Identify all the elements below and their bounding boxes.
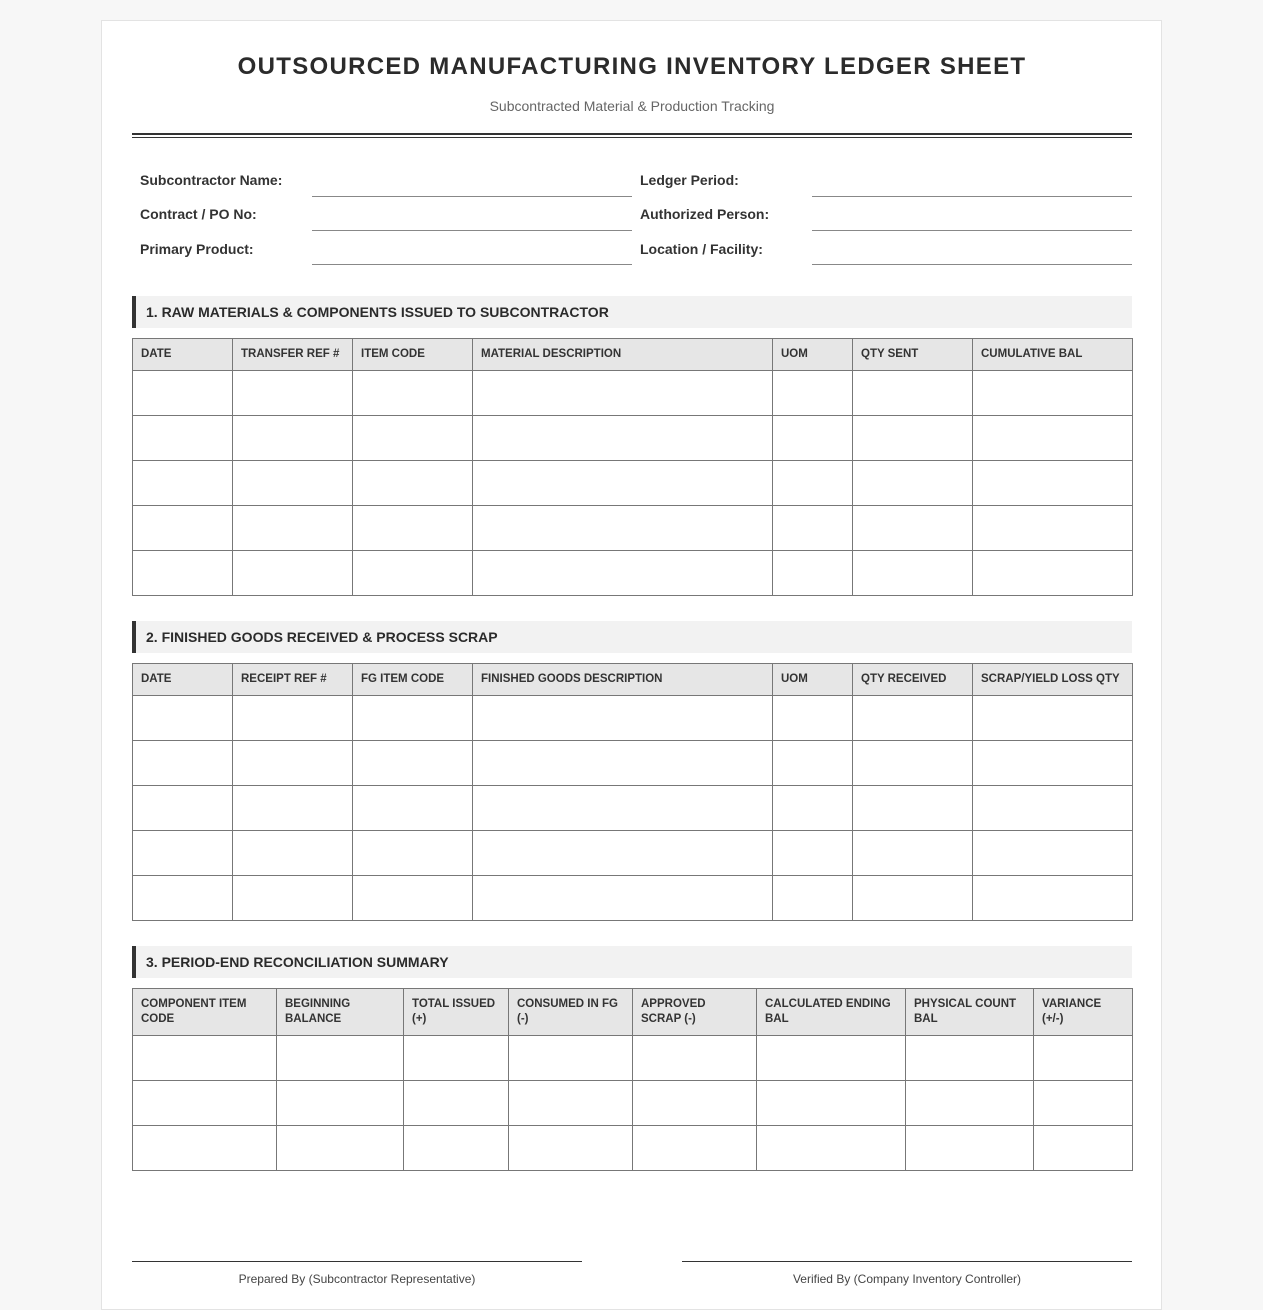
table-cell[interactable] (1034, 1036, 1133, 1081)
table-cell[interactable] (353, 786, 473, 831)
subcontractor-name-field[interactable] (312, 196, 632, 197)
table-header-row (133, 664, 1133, 696)
table-cell[interactable] (353, 416, 473, 461)
table-row (133, 461, 1133, 506)
primary-product-label: Primary Product: (140, 241, 254, 257)
table-cell[interactable] (773, 551, 853, 596)
table-row (133, 371, 1133, 416)
table-cell[interactable] (853, 696, 973, 741)
table-cell[interactable] (133, 786, 233, 831)
table-cell[interactable] (404, 1036, 509, 1081)
table-cell[interactable] (353, 371, 473, 416)
finished-goods-body (133, 696, 1133, 921)
column-header-uom: UOM (773, 664, 853, 696)
table-cell[interactable] (133, 371, 233, 416)
column-header-physical-count-bal: PHYSICAL COUNT BAL (906, 989, 1034, 1036)
table-cell[interactable] (353, 461, 473, 506)
table-cell[interactable] (1034, 1126, 1133, 1171)
prepared-by-label: Prepared By (Subcontractor Representative) (238, 1272, 476, 1286)
table-cell[interactable] (473, 741, 773, 786)
ledger-period-field[interactable] (812, 196, 1132, 197)
table-row (133, 1126, 1133, 1171)
table-cell[interactable] (133, 461, 233, 506)
table-cell[interactable] (973, 876, 1133, 921)
verified-by-label: Verified By (Company Inventory Controller) (792, 1272, 1022, 1286)
table-cell[interactable] (353, 551, 473, 596)
column-header-date: DATE (133, 664, 233, 696)
column-header-qty-sent: QTY SENT (853, 339, 973, 371)
table-cell[interactable] (473, 876, 773, 921)
table-cell[interactable] (773, 461, 853, 506)
column-header-consumed-in-fg: CONSUMED IN FG (-) (509, 989, 633, 1036)
column-header-uom: UOM (773, 339, 853, 371)
column-header-material-description: MATERIAL DESCRIPTION (473, 339, 773, 371)
table-row (133, 416, 1133, 461)
table-header-row (133, 989, 1133, 1036)
table-cell[interactable] (133, 1036, 277, 1081)
primary-product-field[interactable] (312, 264, 632, 265)
reconciliation-body (133, 1036, 1133, 1171)
column-header-qty-received: QTY RECEIVED (853, 664, 973, 696)
table-cell[interactable] (773, 506, 853, 551)
table-cell[interactable] (404, 1126, 509, 1171)
raw-materials-table (132, 338, 1133, 596)
section-finished-goods-header (132, 621, 1132, 653)
table-cell[interactable] (633, 1036, 757, 1081)
table-cell[interactable] (773, 786, 853, 831)
table-cell[interactable] (773, 876, 853, 921)
column-header-total-issued: TOTAL ISSUED (+) (404, 989, 509, 1036)
table-cell[interactable] (133, 1126, 277, 1171)
column-header-calculated-ending-bal: CALCULATED ENDING BAL (757, 989, 906, 1036)
table-cell[interactable] (353, 876, 473, 921)
column-header-item-code: ITEM CODE (353, 339, 473, 371)
column-header-variance: VARIANCE (+/-) (1034, 989, 1133, 1036)
table-cell[interactable] (133, 416, 233, 461)
table-cell[interactable] (853, 741, 973, 786)
table-cell[interactable] (473, 461, 773, 506)
table-cell[interactable] (233, 876, 353, 921)
ledger-sheet-page (101, 20, 1162, 1310)
table-cell[interactable] (509, 1036, 633, 1081)
table-cell[interactable] (473, 371, 773, 416)
column-header-fg-item-code: FG ITEM CODE (353, 664, 473, 696)
column-header-finished-goods-description: FINISHED GOODS DESCRIPTION (473, 664, 773, 696)
location-facility-label: Location / Facility: (640, 241, 763, 257)
table-cell[interactable] (353, 696, 473, 741)
table-cell[interactable] (773, 741, 853, 786)
table-cell[interactable] (853, 831, 973, 876)
section-title: 2. FINISHED GOODS RECEIVED & PROCESS SCRAP (146, 629, 498, 645)
table-cell[interactable] (973, 371, 1133, 416)
table-cell[interactable] (133, 696, 233, 741)
table-cell[interactable] (853, 371, 973, 416)
table-cell[interactable] (773, 696, 853, 741)
contract-po-field[interactable] (312, 230, 632, 231)
table-cell[interactable] (473, 831, 773, 876)
table-cell[interactable] (906, 1036, 1034, 1081)
document-subtitle: Subcontracted Material & Production Tracking (489, 98, 775, 114)
table-cell[interactable] (973, 786, 1133, 831)
section-reconciliation-header (132, 946, 1132, 978)
table-cell[interactable] (773, 371, 853, 416)
table-cell[interactable] (853, 506, 973, 551)
table-cell[interactable] (133, 876, 233, 921)
table-cell[interactable] (353, 741, 473, 786)
table-cell[interactable] (473, 416, 773, 461)
table-cell[interactable] (233, 506, 353, 551)
table-cell[interactable] (633, 1126, 757, 1171)
table-cell[interactable] (853, 786, 973, 831)
table-row (133, 876, 1133, 921)
column-header-beginning-balance: BEGINNING BALANCE (277, 989, 404, 1036)
table-cell[interactable] (853, 876, 973, 921)
prepared-by-signature-line[interactable] (132, 1261, 582, 1262)
document-title: OUTSOURCED MANUFACTURING INVENTORY LEDGER SHEET (237, 53, 1027, 80)
table-row (133, 741, 1133, 786)
column-header-approved-scrap: APPROVED SCRAP (-) (633, 989, 757, 1036)
section-raw-materials-header (132, 296, 1132, 328)
table-cell[interactable] (233, 371, 353, 416)
table-cell[interactable] (233, 786, 353, 831)
table-cell[interactable] (353, 831, 473, 876)
table-row (133, 831, 1133, 876)
finished-goods-table (132, 663, 1133, 921)
table-cell[interactable] (133, 1081, 277, 1126)
raw-materials-body (133, 371, 1133, 596)
table-cell[interactable] (133, 506, 233, 551)
column-header-scrap-yield-loss: SCRAP/YIELD LOSS QTY (973, 664, 1133, 696)
table-cell[interactable] (1034, 1081, 1133, 1126)
table-cell[interactable] (473, 506, 773, 551)
table-cell[interactable] (973, 551, 1133, 596)
table-cell[interactable] (277, 1126, 404, 1171)
table-row (133, 696, 1133, 741)
location-facility-field[interactable] (812, 264, 1132, 265)
table-cell[interactable] (973, 741, 1133, 786)
table-cell[interactable] (853, 551, 973, 596)
reconciliation-table (132, 988, 1133, 1171)
table-cell[interactable] (757, 1126, 906, 1171)
table-cell[interactable] (233, 741, 353, 786)
column-header-date: DATE (133, 339, 233, 371)
table-row (133, 506, 1133, 551)
verified-by-signature-line[interactable] (682, 1261, 1132, 1262)
table-cell[interactable] (233, 461, 353, 506)
ledger-period-label: Ledger Period: (640, 172, 739, 188)
section-title: 1. RAW MATERIALS & COMPONENTS ISSUED TO SUBCONTRACTOR (146, 304, 609, 320)
table-header-row (133, 339, 1133, 371)
table-cell[interactable] (277, 1081, 404, 1126)
table-cell[interactable] (906, 1081, 1034, 1126)
table-cell[interactable] (233, 831, 353, 876)
table-row (133, 786, 1133, 831)
subcontractor-name-label: Subcontractor Name: (140, 172, 283, 188)
table-cell[interactable] (773, 416, 853, 461)
table-cell[interactable] (973, 696, 1133, 741)
table-cell[interactable] (353, 506, 473, 551)
table-cell[interactable] (233, 551, 353, 596)
title-divider (132, 133, 1132, 138)
table-cell[interactable] (906, 1126, 1034, 1171)
table-cell[interactable] (773, 831, 853, 876)
column-header-component-item-code: COMPONENT ITEM CODE (133, 989, 277, 1036)
table-cell[interactable] (404, 1081, 509, 1126)
column-header-transfer-ref: TRANSFER REF # (233, 339, 353, 371)
table-cell[interactable] (233, 696, 353, 741)
table-row (133, 551, 1133, 596)
table-cell[interactable] (757, 1081, 906, 1126)
table-cell[interactable] (473, 786, 773, 831)
authorized-person-label: Authorized Person: (640, 206, 770, 222)
table-cell[interactable] (757, 1036, 906, 1081)
table-row (133, 1036, 1133, 1081)
table-cell[interactable] (233, 416, 353, 461)
section-title: 3. PERIOD-END RECONCILIATION SUMMARY (146, 954, 449, 970)
column-header-cumulative-bal: CUMULATIVE BAL (973, 339, 1133, 371)
table-cell[interactable] (277, 1036, 404, 1081)
table-cell[interactable] (473, 551, 773, 596)
table-cell[interactable] (509, 1081, 633, 1126)
contract-po-label: Contract / PO No: (140, 206, 257, 222)
table-cell[interactable] (133, 741, 233, 786)
table-cell[interactable] (633, 1081, 757, 1126)
table-cell[interactable] (473, 696, 773, 741)
table-cell[interactable] (973, 506, 1133, 551)
table-cell[interactable] (973, 416, 1133, 461)
table-cell[interactable] (973, 831, 1133, 876)
table-row (133, 1081, 1133, 1126)
authorized-person-field[interactable] (812, 230, 1132, 231)
column-header-receipt-ref: RECEIPT REF # (233, 664, 353, 696)
table-cell[interactable] (973, 461, 1133, 506)
table-cell[interactable] (133, 831, 233, 876)
table-cell[interactable] (133, 551, 233, 596)
table-cell[interactable] (853, 416, 973, 461)
table-cell[interactable] (509, 1126, 633, 1171)
table-cell[interactable] (853, 461, 973, 506)
